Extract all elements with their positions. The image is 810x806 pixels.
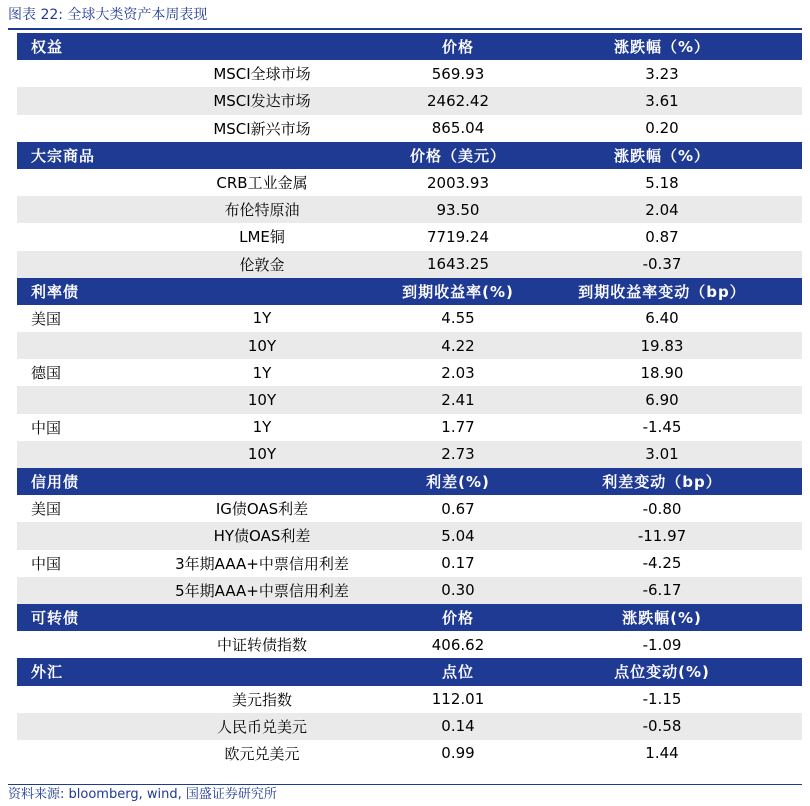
asset-name-cell: 伦敦金 [239, 255, 285, 274]
asset-name-cell: 5年期AAA+中票信用利差 [175, 581, 349, 600]
asset-name-cell: CRB工业金属 [216, 174, 308, 193]
asset-name-cell: 10Y [247, 336, 277, 355]
asset-name-cell: 10Y [247, 445, 277, 464]
table-row [17, 550, 802, 577]
table-row [17, 87, 802, 114]
section-title: 权益 [31, 38, 64, 57]
value-cell: 5.04 [441, 526, 475, 545]
change-cell: 2.04 [645, 200, 679, 219]
region-cell: 中国 [31, 554, 62, 573]
value-cell: 4.55 [441, 309, 475, 328]
table-row [17, 332, 802, 359]
column-header: 涨跌幅（%） [613, 146, 711, 165]
value-cell: 2462.42 [426, 91, 490, 110]
section-header [17, 33, 802, 60]
value-cell: 112.01 [431, 690, 485, 709]
section-title: 信用债 [31, 473, 80, 492]
asset-name-cell: 布伦特原油 [224, 201, 300, 220]
change-cell: -0.58 [642, 717, 682, 736]
column-header: 利差(%) [426, 473, 490, 492]
asset-name-cell: 欧元兑美元 [224, 744, 300, 763]
value-cell: 2.03 [441, 363, 475, 382]
column-header: 涨跌幅(%) [622, 609, 702, 628]
change-cell: 6.90 [645, 391, 679, 410]
value-cell: 2003.93 [426, 173, 490, 192]
asset-name-cell: 3年期AAA+中票信用利差 [175, 554, 349, 573]
column-header: 价格 [441, 38, 474, 57]
value-cell: 93.50 [436, 200, 480, 219]
asset-name-cell: MSCI发达市场 [213, 92, 311, 111]
column-header: 点位 [441, 663, 474, 682]
change-cell: 3.01 [645, 445, 679, 464]
change-cell: -0.80 [642, 499, 682, 518]
table-row [17, 414, 802, 441]
asset-name-cell: 美元指数 [231, 690, 292, 709]
table-row [17, 740, 802, 767]
section-title: 外汇 [31, 663, 64, 682]
value-cell: 406.62 [431, 635, 485, 654]
value-cell: 569.93 [431, 64, 485, 83]
asset-name-cell: LME铜 [239, 228, 285, 247]
column-header: 利差变动（bp） [602, 473, 722, 492]
value-cell: 0.67 [441, 499, 475, 518]
change-cell: -1.15 [642, 690, 682, 709]
table-row [17, 305, 802, 332]
column-header: 点位变动(%) [614, 663, 710, 682]
column-header: 价格 [441, 609, 474, 628]
section-title: 大宗商品 [31, 146, 96, 165]
column-header: 到期收益率(%) [402, 282, 514, 301]
column-header: 价格（美元） [409, 146, 506, 165]
table-row [17, 251, 802, 278]
value-cell: 0.99 [441, 744, 475, 763]
section-header [17, 604, 802, 631]
table-row [17, 115, 802, 142]
value-cell: 1643.25 [426, 255, 490, 274]
column-header: 到期收益率变动（bp） [578, 282, 746, 301]
asset-name-cell: 10Y [247, 391, 277, 410]
asset-name-cell: HY债OAS利差 [213, 527, 311, 546]
section-title: 可转债 [31, 609, 80, 628]
table-row [17, 359, 802, 386]
change-cell: 19.83 [640, 336, 684, 355]
table-row [17, 577, 802, 604]
table-row [17, 713, 802, 740]
section-header [17, 468, 802, 495]
value-cell: 2.73 [441, 445, 475, 464]
region-cell: 中国 [31, 418, 62, 437]
table-row [17, 522, 802, 549]
value-cell: 865.04 [431, 119, 485, 138]
change-cell: -4.25 [642, 554, 682, 573]
figure-caption: 图表 22: 全球大类资产本周表现 [8, 7, 208, 23]
asset-name-cell: 1Y [252, 418, 272, 437]
table-row [17, 196, 802, 223]
change-cell: 5.18 [645, 173, 679, 192]
value-cell: 0.17 [441, 554, 475, 573]
change-cell: 6.40 [645, 309, 679, 328]
table-row [17, 169, 802, 196]
table-row [17, 223, 802, 250]
asset-performance-table [17, 33, 802, 767]
change-cell: 1.44 [645, 744, 679, 763]
change-cell: -0.37 [642, 255, 682, 274]
section-title: 利率债 [31, 282, 80, 301]
change-cell: -1.09 [642, 635, 682, 654]
asset-name-cell: 人民币兑美元 [216, 717, 307, 736]
value-cell: 4.22 [441, 336, 475, 355]
table-row [17, 495, 802, 522]
caption-divider [8, 28, 802, 30]
change-cell: 0.20 [645, 119, 679, 138]
value-cell: 0.30 [441, 581, 475, 600]
table-row [17, 686, 802, 713]
asset-name-cell: 中证转债指数 [216, 636, 307, 655]
change-cell: 3.23 [645, 64, 679, 83]
change-cell: 18.90 [640, 363, 684, 382]
source-note: 资料来源: bloomberg, wind, 国盛证券研究所 [8, 787, 277, 802]
asset-name-cell: IG债OAS利差 [215, 500, 309, 519]
column-header: 涨跌幅（%） [613, 38, 711, 57]
region-cell: 美国 [31, 500, 62, 519]
table-row [17, 60, 802, 87]
value-cell: 0.14 [441, 717, 475, 736]
asset-name-cell: 1Y [252, 309, 272, 328]
region-cell: 德国 [31, 364, 62, 383]
value-cell: 7719.24 [426, 227, 490, 246]
table-row [17, 441, 802, 468]
value-cell: 2.41 [441, 391, 475, 410]
change-cell: -11.97 [637, 526, 687, 545]
value-cell: 1.77 [441, 418, 475, 437]
asset-name-cell: MSCI新兴市场 [213, 119, 311, 138]
table-row [17, 386, 802, 413]
asset-name-cell: 1Y [252, 363, 272, 382]
change-cell: 0.87 [645, 227, 679, 246]
region-cell: 美国 [31, 309, 62, 328]
section-header [17, 278, 802, 305]
asset-name-cell: MSCI全球市场 [213, 65, 311, 84]
section-header [17, 142, 802, 169]
change-cell: -6.17 [642, 581, 682, 600]
section-header [17, 658, 802, 685]
change-cell: -1.45 [642, 418, 682, 437]
table-row [17, 631, 802, 658]
change-cell: 3.61 [645, 91, 679, 110]
